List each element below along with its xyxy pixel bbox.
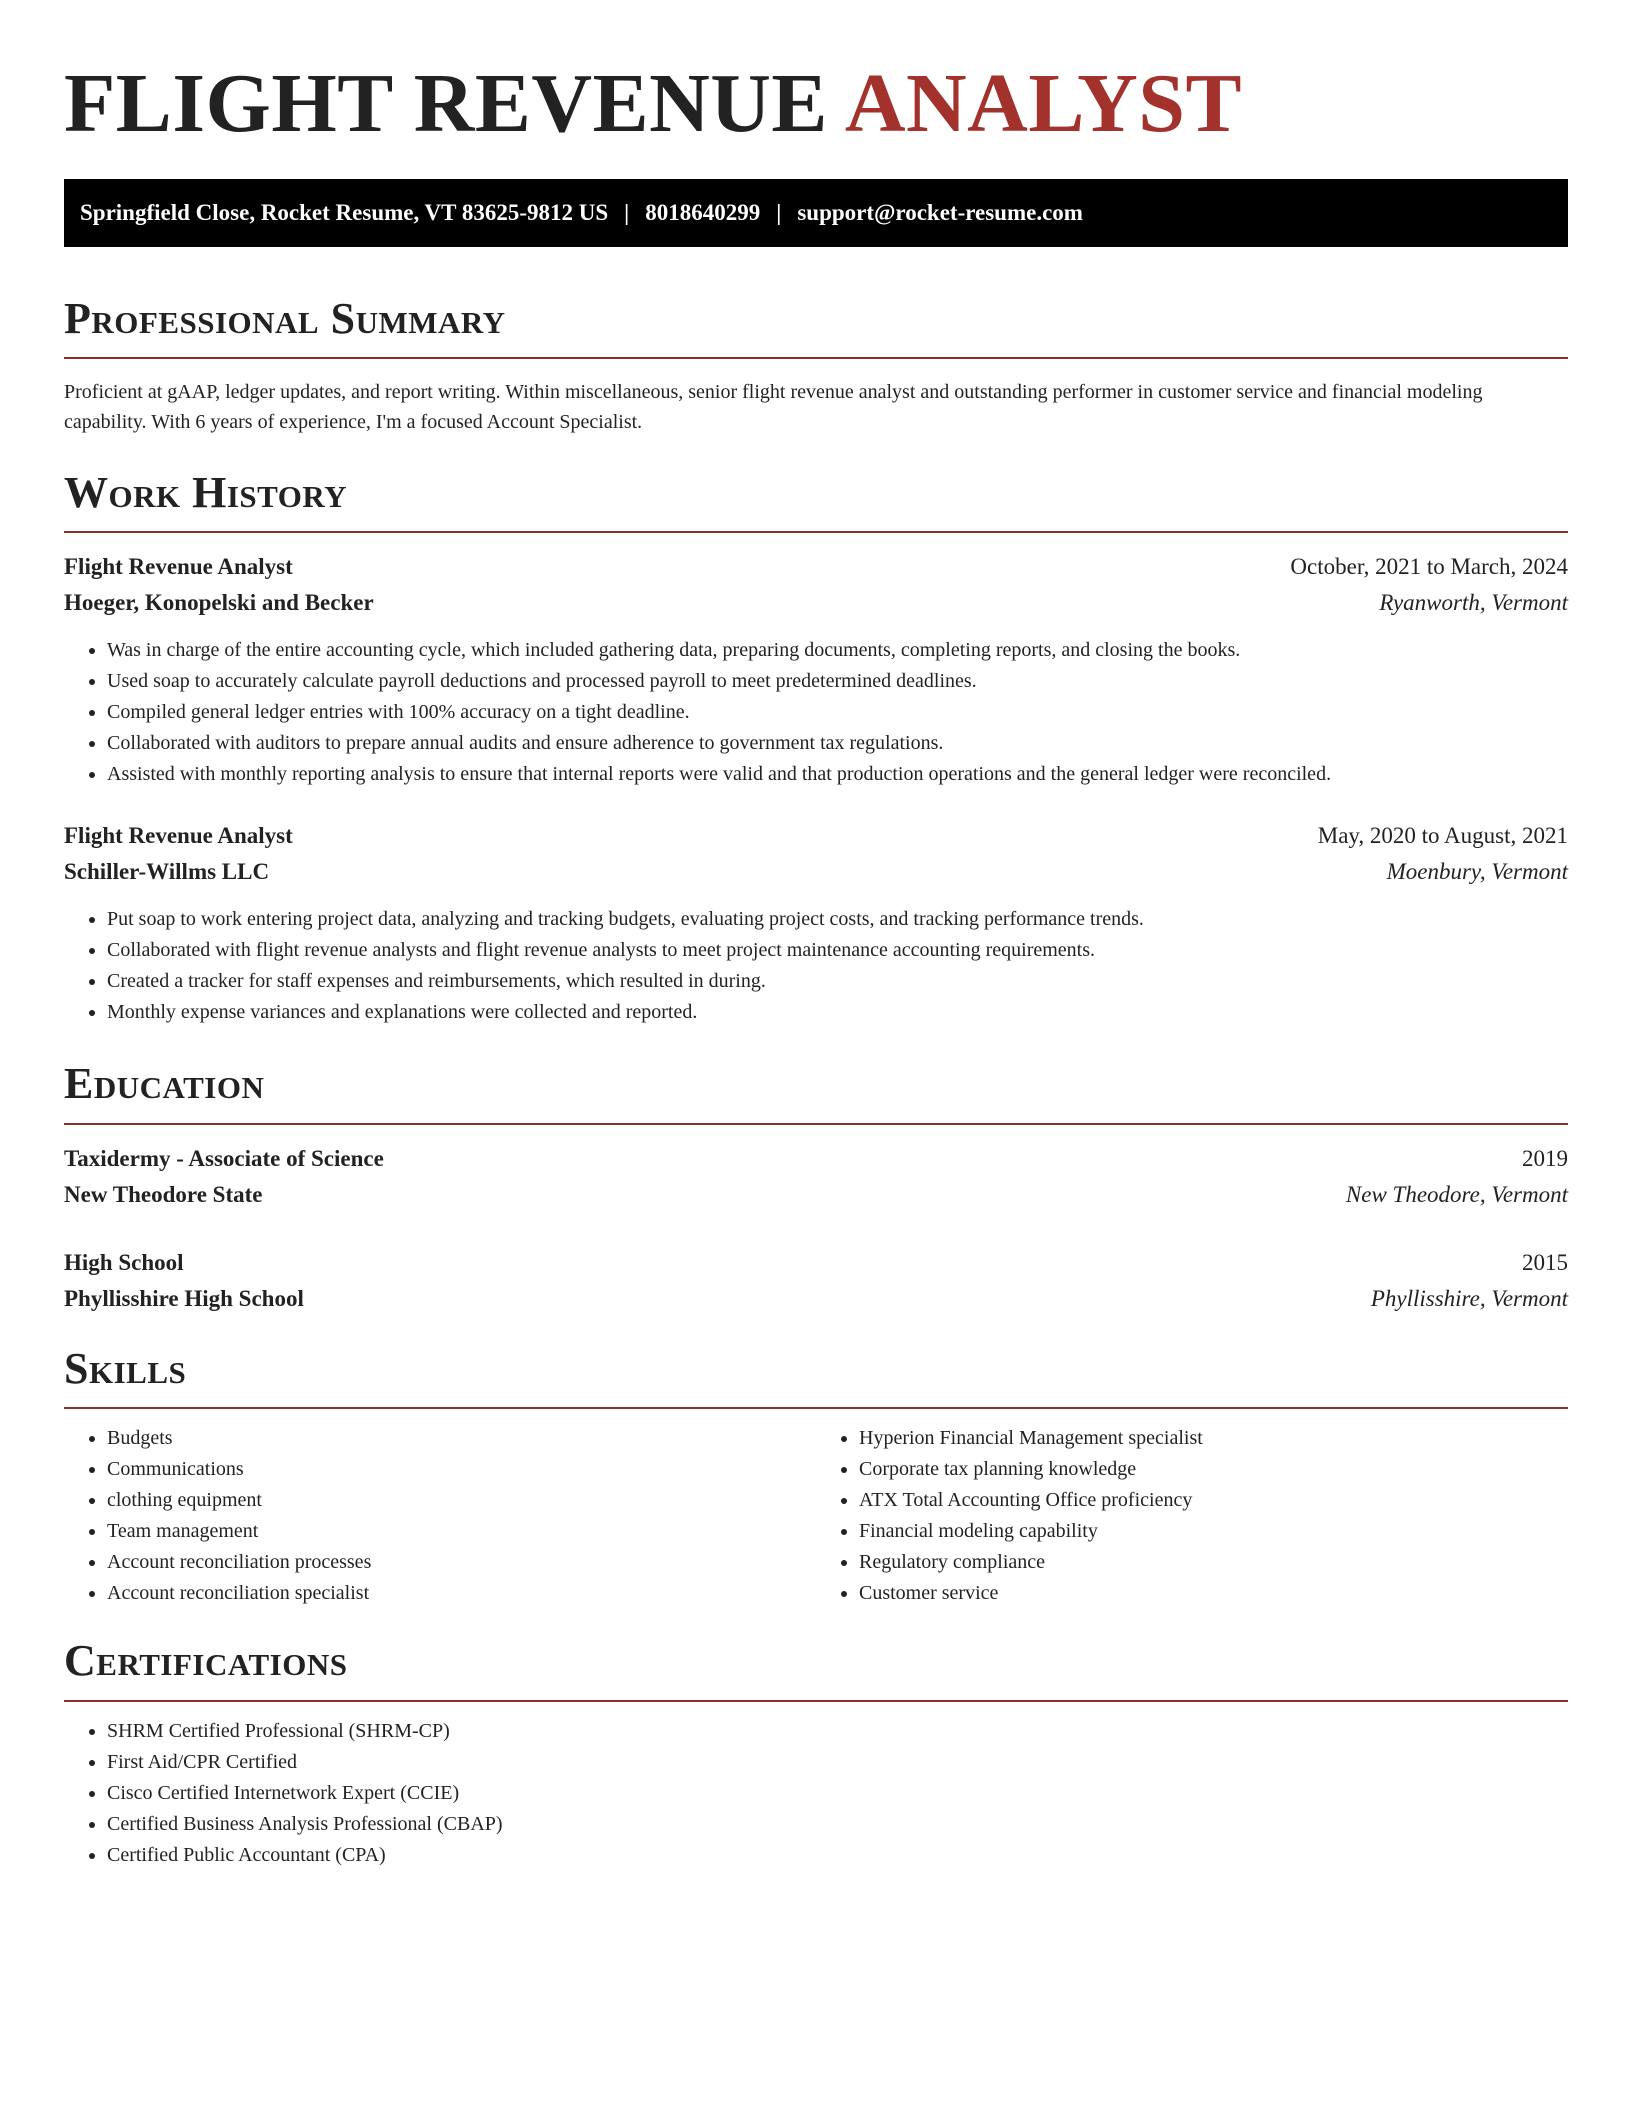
education-entry — [64, 1245, 1568, 1317]
job-bullets — [64, 635, 1568, 790]
skill-item: • Team management — [107, 1516, 816, 1547]
skills-section — [64, 1345, 1568, 1609]
skills-column-left — [64, 1423, 816, 1609]
job-dates: May, 2020 to August, 2021 — [1317, 823, 1568, 849]
education-school: Phyllisshire High School — [64, 1285, 304, 1311]
skill-item: • Account reconciliation specialist — [107, 1578, 816, 1609]
contact-bar — [64, 179, 1568, 247]
skill-item: • Hyperion Financial Management specialist — [859, 1423, 1568, 1454]
job-bullet: • Monthly expense variances and explanations were collected and reported. — [107, 997, 1568, 1028]
skill-item: • Regulatory compliance — [859, 1547, 1568, 1578]
section-divider — [64, 1407, 1568, 1409]
job-bullet: • Assisted with monthly reporting analysis to ensure that internal reports were valid and that production operations and the general ledger were reconciled. — [107, 759, 1568, 790]
skills-grid — [64, 1423, 1568, 1609]
job-title: Flight Revenue Analyst — [64, 823, 293, 849]
contact-email: support@rocket-resume.com — [797, 199, 1083, 225]
title-accent: ANALYST — [844, 57, 1243, 150]
job-dates: October, 2021 to March, 2024 — [1290, 554, 1568, 580]
certification-item: • SHRM Certified Professional (SHRM-CP) — [107, 1716, 1568, 1747]
resume-title — [64, 56, 1568, 153]
job-company: Hoeger, Konopelski and Becker — [64, 590, 374, 616]
contact-separator: | — [624, 199, 630, 225]
section-heading: Certifications — [64, 1636, 348, 1686]
title-main: FLIGHT REVENUE — [64, 57, 828, 150]
job-entry — [64, 818, 1568, 1028]
skill-item: • Communications — [107, 1454, 816, 1485]
skill-item: • Financial modeling capability — [859, 1516, 1568, 1547]
education-degree: Taxidermy - Associate of Science — [64, 1145, 384, 1171]
job-bullet: • Used soap to accurately calculate payroll deductions and processed payroll to meet predetermined deadlines. — [107, 666, 1568, 697]
certification-item: • Certified Business Analysis Professional (CBAP) — [107, 1809, 1568, 1840]
job-title: Flight Revenue Analyst — [64, 554, 293, 580]
section-divider — [64, 1123, 1568, 1125]
section-heading: Skills — [64, 1343, 187, 1393]
section-heading: Work History — [64, 467, 348, 517]
job-entry — [64, 549, 1568, 790]
work-history-section — [64, 469, 1568, 1028]
job-location: Ryanworth, Vermont — [1379, 590, 1568, 616]
contact-address: Springfield Close, Rocket Resume, VT 83625-9812 US — [80, 199, 609, 225]
section-heading: Professional Summary — [64, 293, 506, 343]
section-heading: Education — [64, 1059, 265, 1109]
contact-phone: 8018640299 — [645, 199, 761, 225]
education-entry — [64, 1141, 1568, 1213]
education-section — [64, 1060, 1568, 1316]
education-year: 2015 — [1522, 1249, 1568, 1275]
section-divider — [64, 357, 1568, 359]
job-bullets — [64, 904, 1568, 1028]
skills-column-right — [816, 1423, 1568, 1609]
skill-item: • Corporate tax planning knowledge — [859, 1454, 1568, 1485]
contact-separator: | — [776, 199, 782, 225]
certification-item: • Cisco Certified Internetwork Expert (CCIE) — [107, 1778, 1568, 1809]
education-location: New Theodore, Vermont — [1345, 1181, 1568, 1207]
certification-item: • First Aid/CPR Certified — [107, 1747, 1568, 1778]
job-bullet: • Put soap to work entering project data, analyzing and tracking budgets, evaluating project costs, and tracking performance trends. — [107, 904, 1568, 935]
summary-section — [64, 295, 1568, 437]
job-bullet: • Compiled general ledger entries with 100% accuracy on a tight deadline. — [107, 697, 1568, 728]
summary-text: Proficient at gAAP, ledger updates, and report writing. Within miscellaneous, senior flight revenue analyst and outstanding performer in customer service and financial modeling capability. With 6 years of experience, I'm a focused Account Specialist. — [64, 380, 1483, 433]
skill-item: • clothing equipment — [107, 1485, 816, 1516]
education-degree: High School — [64, 1249, 184, 1275]
job-bullet: • Created a tracker for staff expenses and reimbursements, which resulted in during. — [107, 966, 1568, 997]
education-school: New Theodore State — [64, 1181, 263, 1207]
section-divider — [64, 1700, 1568, 1702]
skill-item: • Customer service — [859, 1578, 1568, 1609]
job-bullet: • Was in charge of the entire accounting cycle, which included gathering data, preparing documents, completing reports, and closing the books. — [107, 635, 1568, 666]
job-bullet: • Collaborated with auditors to prepare annual audits and ensure adherence to government tax regulations. — [107, 728, 1568, 759]
job-bullet: • Collaborated with flight revenue analysts and flight revenue analysts to meet project maintenance accounting requirements. — [107, 935, 1568, 966]
education-location: Phyllisshire, Vermont — [1370, 1285, 1568, 1311]
job-company: Schiller-Willms LLC — [64, 859, 270, 885]
certifications-section — [64, 1637, 1568, 1870]
job-location: Moenbury, Vermont — [1386, 859, 1568, 885]
certifications-list — [64, 1716, 1568, 1871]
education-year: 2019 — [1522, 1145, 1568, 1171]
skill-item: • Budgets — [107, 1423, 816, 1454]
certification-item: • Certified Public Accountant (CPA) — [107, 1840, 1568, 1871]
skill-item: • ATX Total Accounting Office proficiency — [859, 1485, 1568, 1516]
section-divider — [64, 531, 1568, 533]
skill-item: • Account reconciliation processes — [107, 1547, 816, 1578]
